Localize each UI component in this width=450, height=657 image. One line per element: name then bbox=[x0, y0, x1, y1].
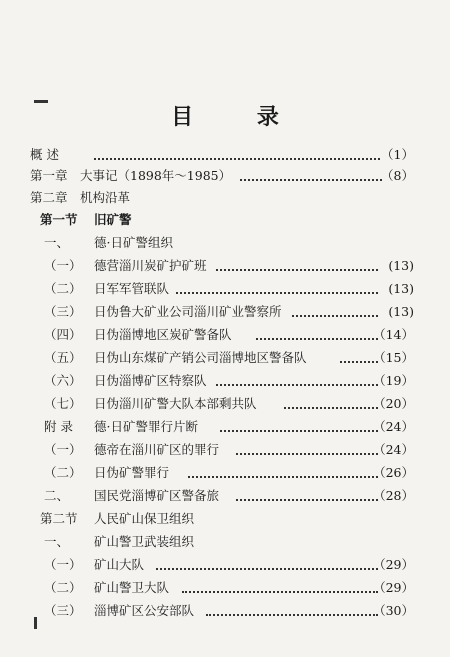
toc-leader-dots bbox=[236, 453, 378, 455]
toc-entry-title: 淄博矿区公安部队 bbox=[94, 603, 195, 618]
toc-entry[interactable] bbox=[30, 578, 414, 598]
toc-leader-dots bbox=[94, 158, 380, 160]
page-title: 目 录 bbox=[171, 104, 307, 130]
toc-entry-page: (13) bbox=[388, 281, 414, 296]
toc-entry-label: 概 述 bbox=[30, 147, 59, 162]
toc-leader-dots bbox=[220, 430, 378, 432]
toc-entry-page: （29） bbox=[373, 557, 414, 572]
toc-entry-label: （三） bbox=[44, 304, 82, 319]
toc-entry-label: （一） bbox=[44, 557, 82, 572]
toc-entry-title: 日伪淄博矿区特察队 bbox=[94, 373, 207, 388]
toc-leader-dots bbox=[216, 269, 378, 271]
toc-entry-page: （8） bbox=[381, 168, 414, 183]
toc-leader-dots bbox=[156, 568, 378, 570]
toc-entry[interactable] bbox=[30, 371, 414, 391]
toc-entry-title: 德营淄川炭矿护矿班 bbox=[94, 258, 207, 273]
toc-entry-label: （一） bbox=[44, 258, 82, 273]
toc-entry-title: 日伪淄川矿警大队本部剩共队 bbox=[94, 396, 257, 411]
toc-entry[interactable] bbox=[30, 188, 414, 208]
toc-entry[interactable] bbox=[30, 325, 414, 345]
toc-entry[interactable] bbox=[30, 210, 414, 230]
toc-entry-page: （26） bbox=[373, 465, 414, 480]
toc-entry-label: 第二章 bbox=[30, 190, 68, 205]
ink-mark bbox=[34, 617, 37, 629]
toc-entry-title: 人民矿山保卫组织 bbox=[94, 511, 195, 526]
toc-entry-page: (13) bbox=[388, 258, 414, 273]
toc-entry[interactable] bbox=[30, 279, 414, 299]
toc-entry-title: 日伪矿警罪行 bbox=[94, 465, 170, 480]
toc-entry-title: 矿山警卫武装组织 bbox=[94, 534, 195, 549]
toc-entry-title: 矿山警卫大队 bbox=[94, 580, 170, 595]
toc-entry-page: （14） bbox=[373, 327, 414, 342]
toc-entry-title: 矿山大队 bbox=[94, 557, 145, 572]
toc-entry[interactable] bbox=[30, 302, 414, 322]
toc-leader-dots bbox=[256, 338, 378, 340]
toc-entry[interactable] bbox=[30, 463, 414, 483]
toc-entry-label: 一、 bbox=[44, 235, 70, 250]
toc-entry[interactable] bbox=[30, 166, 414, 186]
toc-entry-label: 附 录 bbox=[44, 419, 73, 434]
toc-entry[interactable] bbox=[30, 555, 414, 575]
toc-entry-title: 机构沿革 bbox=[80, 190, 131, 205]
toc-leader-dots bbox=[284, 407, 378, 409]
toc-entry-title: 大事记（1898年～1985） bbox=[80, 168, 232, 183]
toc-entry-label: 一、 bbox=[44, 534, 70, 549]
toc-entry[interactable] bbox=[30, 440, 414, 460]
toc-entry-label: （五） bbox=[44, 350, 82, 365]
toc-entry-label: 二、 bbox=[44, 488, 70, 503]
toc-entry-page: （30） bbox=[373, 603, 414, 618]
toc-entry-title: 德帝在淄川矿区的罪行 bbox=[94, 442, 220, 457]
toc-entry-page: （24） bbox=[373, 442, 414, 457]
toc-entry-title: 日伪鲁大矿业公司淄川矿业警察所 bbox=[94, 304, 282, 319]
toc-entry-page: （1） bbox=[381, 147, 414, 162]
toc-entry[interactable] bbox=[30, 486, 414, 506]
toc-entry[interactable] bbox=[30, 256, 414, 276]
toc-entry-page: （29） bbox=[373, 580, 414, 595]
toc-leader-dots bbox=[176, 292, 378, 294]
toc-entry-label: （二） bbox=[44, 465, 82, 480]
toc-entry-label: （二） bbox=[44, 281, 82, 296]
toc-entry-page: （20） bbox=[373, 396, 414, 411]
toc-entry-label: （二） bbox=[44, 580, 82, 595]
toc-entry-title: 日军军管联队 bbox=[94, 281, 170, 296]
toc-leader-dots bbox=[188, 476, 378, 478]
toc-entry-label: （三） bbox=[44, 603, 82, 618]
toc-leader-dots bbox=[292, 315, 378, 317]
toc-entry-label: （七） bbox=[44, 396, 82, 411]
toc-leader-dots bbox=[216, 384, 378, 386]
toc-entry[interactable] bbox=[30, 145, 414, 165]
toc-entry-label: （六） bbox=[44, 373, 82, 388]
toc-entry[interactable] bbox=[30, 601, 414, 621]
toc-leader-dots bbox=[206, 614, 378, 616]
toc-leader-dots bbox=[236, 499, 378, 501]
toc-entry-page: （15） bbox=[373, 350, 414, 365]
toc-entry-title: 日伪山东煤矿产销公司淄博地区警备队 bbox=[94, 350, 307, 365]
toc-entry[interactable] bbox=[30, 394, 414, 414]
toc-entry-label: 第一章 bbox=[30, 168, 68, 183]
toc-entry-page: （28） bbox=[373, 488, 414, 503]
toc-entry[interactable] bbox=[30, 348, 414, 368]
toc-leader-dots bbox=[240, 179, 382, 181]
toc-entry-title: 国民党淄博矿区警备旅 bbox=[94, 488, 220, 503]
toc-entry-page: (13) bbox=[388, 304, 414, 319]
toc-leader-dots bbox=[182, 591, 378, 593]
toc-entry-label: 第一节 bbox=[40, 212, 78, 227]
toc-entry-label: （一） bbox=[44, 442, 82, 457]
toc-entry-title: 日伪淄博地区炭矿警备队 bbox=[94, 327, 232, 342]
toc-entry-title: 旧矿警 bbox=[94, 212, 132, 227]
toc-entry-label: （四） bbox=[44, 327, 82, 342]
toc-entry[interactable] bbox=[30, 509, 414, 529]
toc-entry-title: 德·日矿警罪行片断 bbox=[94, 419, 198, 434]
toc-entry-page: （19） bbox=[373, 373, 414, 388]
toc-entry[interactable] bbox=[30, 233, 414, 253]
toc-entry-label: 第二节 bbox=[40, 511, 78, 526]
toc-entry-title: 德·日矿警组织 bbox=[94, 235, 173, 250]
toc-entry[interactable] bbox=[30, 417, 414, 437]
toc-entry[interactable] bbox=[30, 532, 414, 552]
toc-entry-page: （24） bbox=[373, 419, 414, 434]
